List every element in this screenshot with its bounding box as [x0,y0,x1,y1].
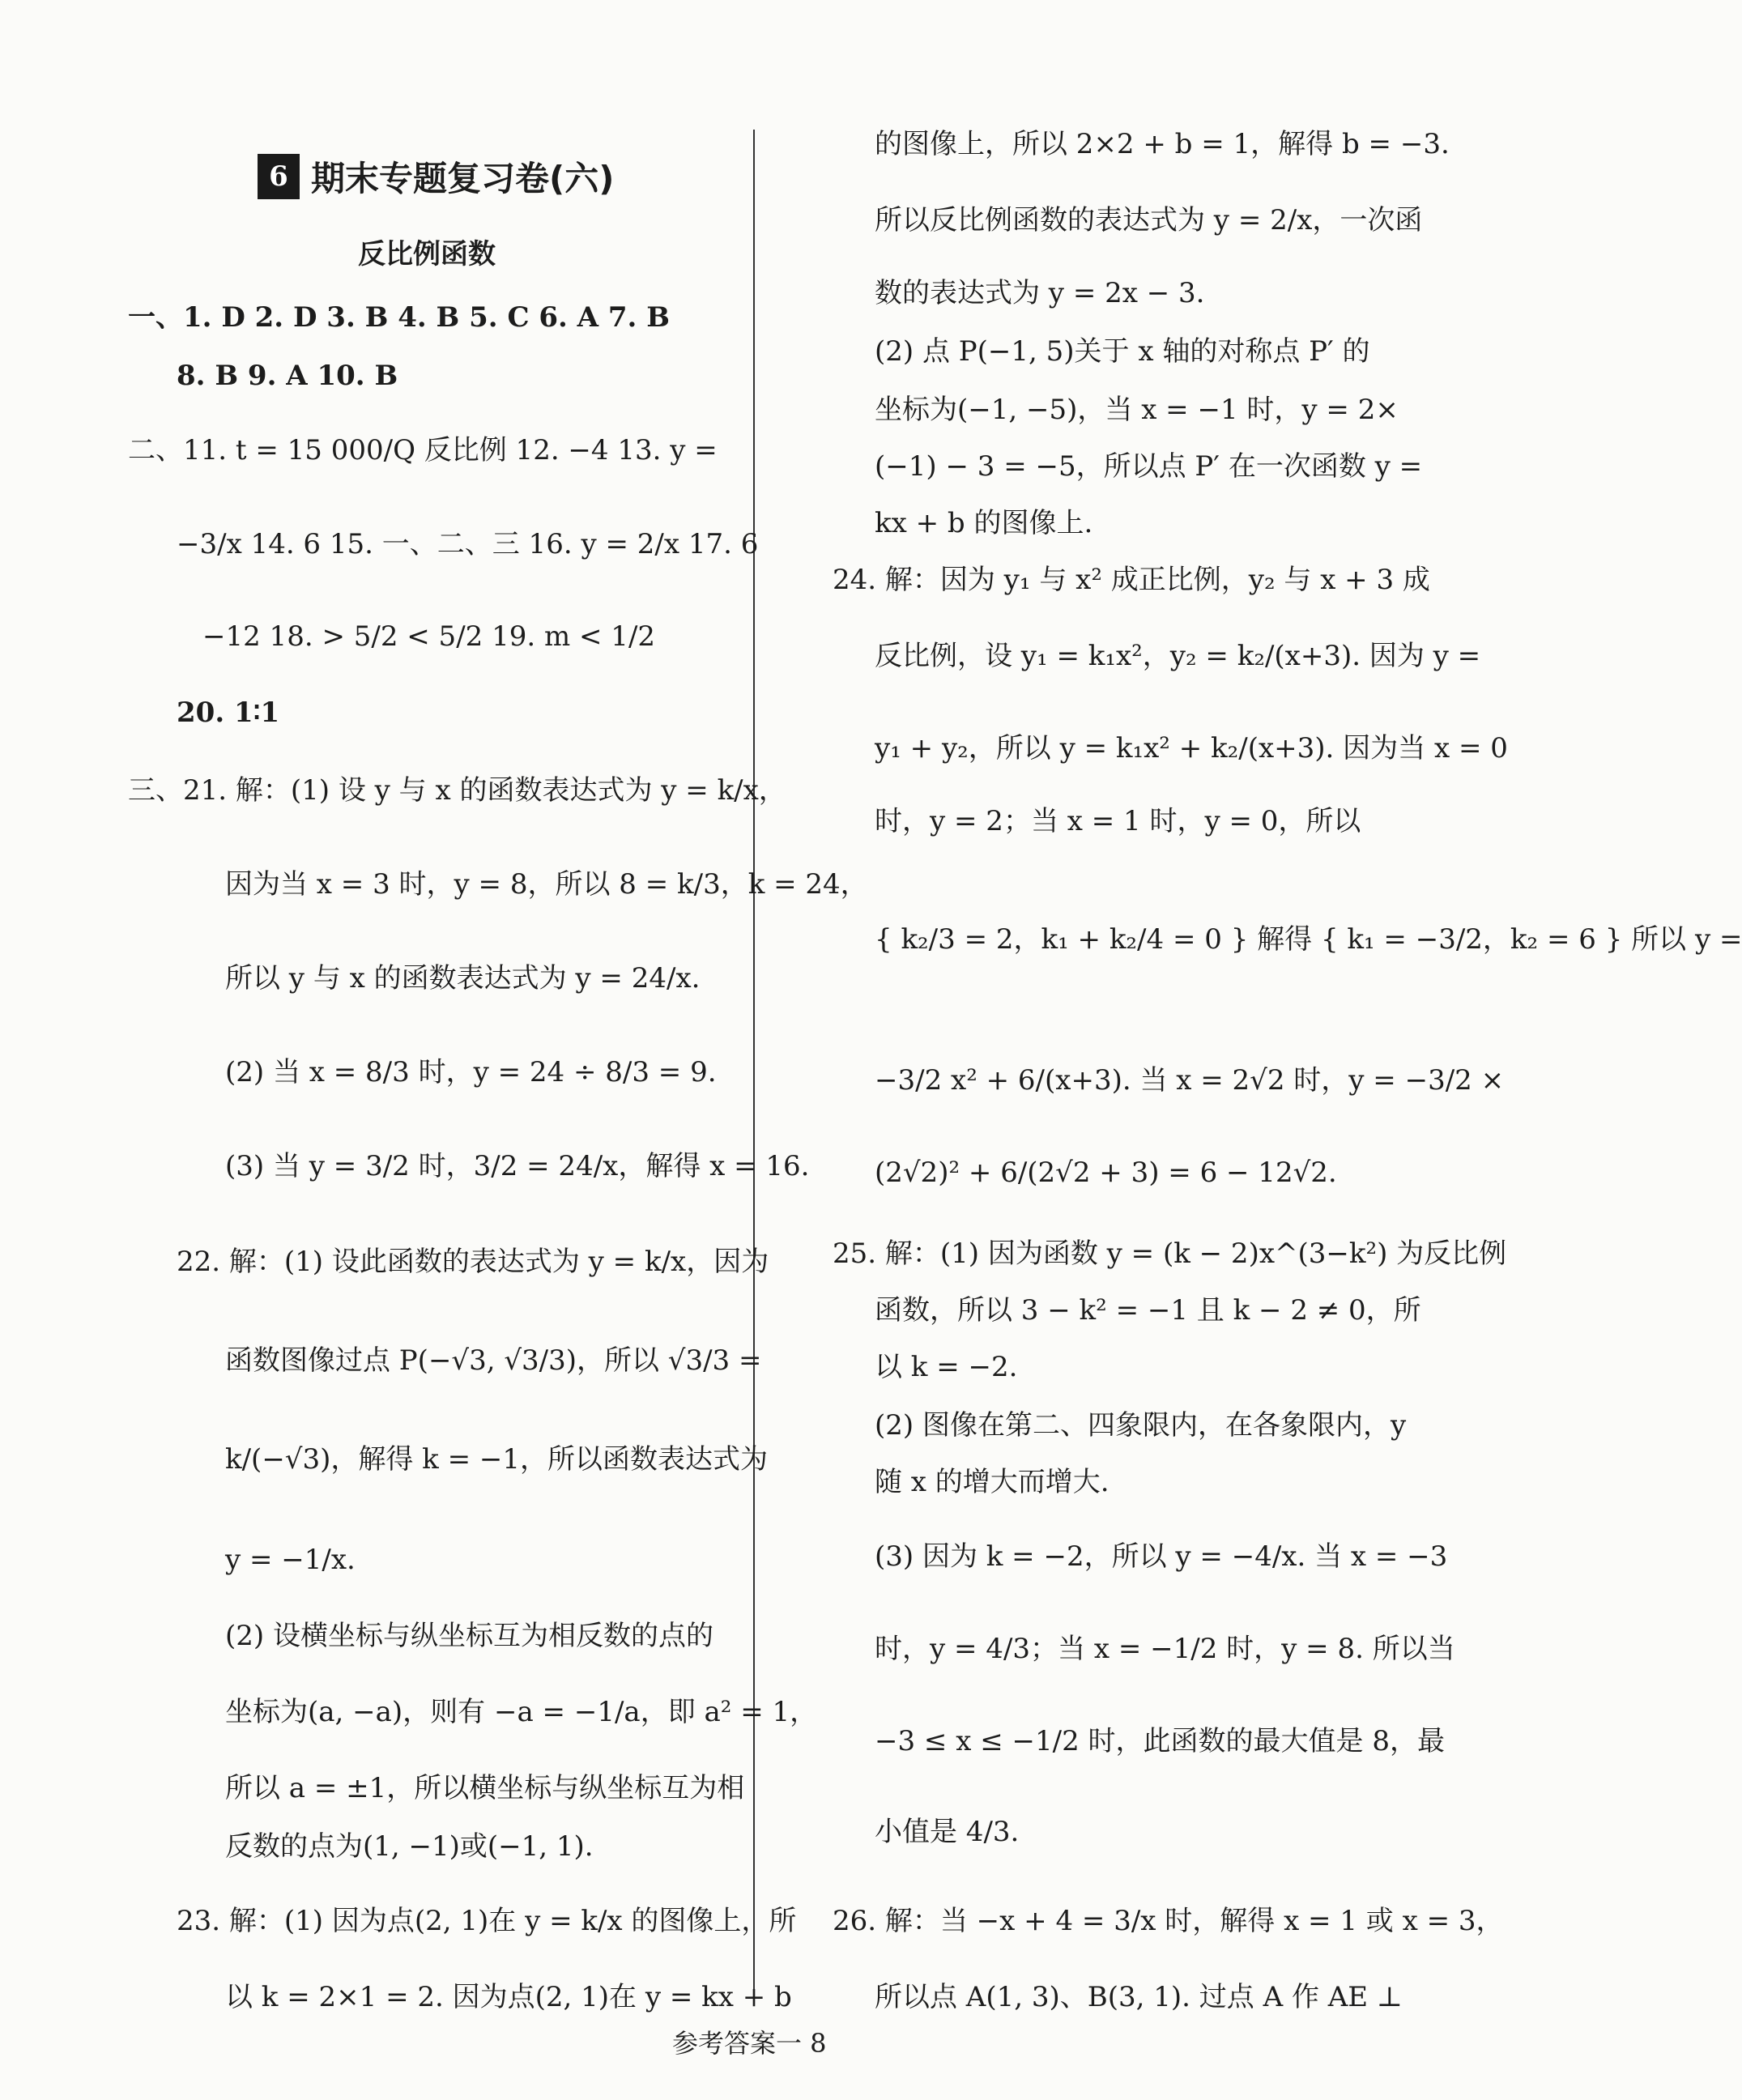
answer-line: 时，y = 4/3；当 x = −1/2 时，y = 8. 所以当 [875,1633,1455,1665]
page-footer: 参考答案一 8 [672,2028,827,2059]
answer-line: 26. 解：当 −x + 4 = 3/x 时，解得 x = 1 或 x = 3， [833,1905,1504,1937]
page-title: 期末专题复习卷(六) [311,159,615,198]
answer-line: 函数，所以 3 − k² = −1 且 k − 2 ≠ 0，所 [875,1294,1421,1327]
section-subtitle: 反比例函数 [358,238,496,270]
answer-line: −3/2 x² + 6/(x+3). 当 x = 2√2 时，y = −3/2 × [875,1064,1505,1097]
answer-line: (3) 当 y = 3/2 时，3/2 = 24/x，解得 x = 16. [225,1150,810,1182]
answer-line: −12 18. > 5/2 < 5/2 19. m < 1/2 [202,620,656,653]
answer-line: 反数的点为(1, −1)或(−1, 1). [225,1830,594,1863]
answer-line: 坐标为(−1, −5)，当 x = −1 时，y = 2× [875,394,1399,426]
answer-line: { k₂/3 = 2，k₁ + k₂/4 = 0 } 解得 { k₁ = −3/2，k₂ = 6 } 所以 y = [875,923,1742,956]
answer-line: 坐标为(a, −a)，则有 −a = −1/a，即 a² = 1， [225,1696,818,1728]
answer-line: 随 x 的增大而增大. [875,1466,1110,1498]
answer-line: kx + b 的图像上. [875,507,1093,539]
answer-line: 以 k = 2×1 = 2. 因为点(2, 1)在 y = kx + b [225,1981,792,2013]
answer-line: 因为当 x = 3 时，y = 8，所以 8 = k/3，k = 24， [225,868,868,901]
answer-line: (3) 因为 k = −2，所以 y = −4/x. 当 x = −3 [875,1540,1448,1573]
answer-line: 数的表达式为 y = 2x − 3. [875,277,1205,309]
answer-line: 二、11. t = 15 000/Q 反比例 12. −4 13. y = [128,434,718,466]
answer-line: 小值是 4/3. [875,1816,1020,1848]
answer-line: −3/x 14. 6 15. 一、二、三 16. y = 2/x 17. 6 [177,528,759,560]
answer-line: k/(−√3)，解得 k = −1，所以函数表达式为 [225,1443,769,1476]
answer-line: 函数图像过点 P(−√3, √3/3)，所以 √3/3 = [225,1344,762,1377]
answer-line: 所以反比例函数的表达式为 y = 2/x，一次函 [875,204,1423,236]
answer-line: (2) 点 P(−1, 5)关于 x 轴的对称点 P′ 的 [875,335,1370,368]
answer-line: 所以点 A(1, 3)、B(3, 1). 过点 A 作 AE ⊥ [875,1981,1403,2013]
answer-line: 以 k = −2. [875,1351,1018,1383]
title-badge: 6 [258,154,300,199]
answer-line: 的图像上，所以 2×2 + b = 1，解得 b = −3. [875,128,1450,160]
answer-line: y₁ + y₂，所以 y = k₁x² + k₂/(x+3). 因为当 x = 0 [875,732,1508,765]
answer-line: 时，y = 2；当 x = 1 时，y = 0，所以 [875,805,1361,837]
answer-line: 25. 解：(1) 因为函数 y = (k − 2)x^(3−k²) 为反比例 [833,1237,1507,1270]
answer-line: −3 ≤ x ≤ −1/2 时，此函数的最大值是 8，最 [875,1725,1445,1757]
title-block [258,152,614,198]
answer-line: 一、1. D 2. D 3. B 4. B 5. C 6. A 7. B [128,301,670,334]
answer-line: 23. 解：(1) 因为点(2, 1)在 y = k/x 的图像上，所 [177,1905,797,1937]
answer-line: 24. 解：因为 y₁ 与 x² 成正比例，y₂ 与 x + 3 成 [833,564,1430,596]
answer-line: (−1) − 3 = −5，所以点 P′ 在一次函数 y = [875,450,1423,483]
answer-line: 反比例，设 y₁ = k₁x²，y₂ = k₂/(x+3). 因为 y = [875,640,1481,672]
answer-line: 22. 解：(1) 设此函数的表达式为 y = k/x，因为 [177,1246,769,1278]
answer-line: (2) 设横坐标与纵坐标互为相反数的点的 [225,1620,713,1652]
answer-line: 所以 y 与 x 的函数表达式为 y = 24/x. [225,962,701,995]
answer-line: (2√2)² + 6/(2√2 + 3) = 6 − 12√2. [875,1156,1337,1189]
answer-line: y = −1/x. [225,1544,356,1576]
answer-line: (2) 当 x = 8/3 时，y = 24 ÷ 8/3 = 9. [225,1056,717,1088]
answer-line: 所以 a = ±1，所以横坐标与纵坐标互为相 [225,1772,745,1804]
answer-line: 20. 1∶1 [177,696,280,729]
answer-line: (2) 图像在第二、四象限内，在各象限内，y [875,1409,1407,1442]
answer-line: 8. B 9. A 10. B [177,360,398,392]
answer-line: 三、21. 解：(1) 设 y 与 x 的函数表达式为 y = k/x， [128,774,786,807]
